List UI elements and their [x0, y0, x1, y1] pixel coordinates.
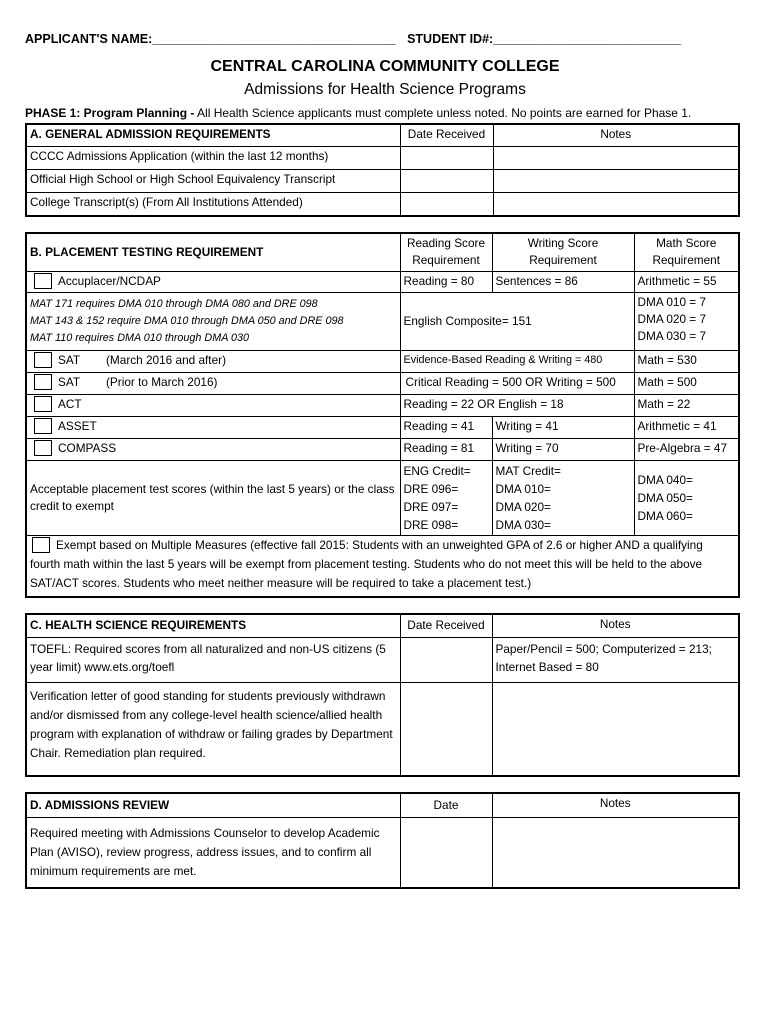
- math-score-header: Math Score Requirement: [634, 233, 739, 271]
- phase-description: [25, 106, 691, 120]
- act-label: ACT: [58, 396, 82, 411]
- notes-cell[interactable]: [493, 146, 739, 169]
- sat-new-row: [26, 350, 400, 372]
- dma-notes: [26, 292, 400, 350]
- english-composite: English Composite= 151: [400, 292, 634, 350]
- accuplacer-writing: Sentences = 86: [492, 271, 634, 292]
- page-title: CENTRAL CAROLINA COMMUNITY COLLEGE: [210, 58, 560, 75]
- toefl-notes: Paper/Pencil = 500; Computerized = 213; Internet Based = 80: [492, 637, 739, 682]
- student-id-field[interactable]: STUDENT ID#:___________________________: [407, 32, 681, 46]
- credit-exempt-text: Acceptable placement test scores (within the last 5 years) or the class credit to exempt: [26, 460, 400, 535]
- dma-credit: [634, 460, 739, 535]
- dma-math-item: DMA 010 = 7: [637, 294, 707, 309]
- compass-writing: Writing = 70: [492, 438, 634, 460]
- eng-credit: [400, 460, 492, 535]
- section-d-table: [25, 792, 740, 889]
- page-subtitle: Admissions for Health Science Programs: [244, 81, 526, 98]
- section-a-table: [25, 123, 740, 217]
- dma-note: MAT 143 & 152 require DMA 010 through DMA 050 and DRE 098: [30, 314, 344, 327]
- sat-old-date: (Prior to March 2016): [106, 374, 218, 389]
- dma-math-requirements: [634, 292, 739, 350]
- accuplacer-label: Accuplacer/NCDAP: [58, 273, 161, 288]
- asset-row: [26, 416, 400, 438]
- section-a-row-label: College Transcript(s) (From All Institutions Attended): [26, 192, 400, 216]
- notes-cell[interactable]: [492, 682, 739, 776]
- dma-note: MAT 171 requires DMA 010 through DMA 080 and DRE 098: [30, 297, 318, 310]
- sat-new-reading-writing: Evidence-Based Reading & Writing = 480: [400, 350, 634, 372]
- sat-old-label: SAT: [58, 374, 81, 389]
- sat-old-math: Math = 500: [634, 372, 739, 394]
- compass-math: Pre-Algebra = 47: [634, 438, 739, 460]
- mat-credit-item: DMA 010=: [495, 481, 551, 496]
- section-d-title: D. ADMISSIONS REVIEW: [26, 793, 400, 817]
- eng-credit-item: DRE 097=: [403, 499, 459, 514]
- date-cell[interactable]: [400, 817, 492, 888]
- toefl-text: TOEFL: Required scores from all naturalized and non-US citizens (5 year limit) www.ets.org/toefl: [26, 637, 400, 682]
- reading-score-header: Reading Score Requirement: [400, 233, 492, 271]
- date-received-cell[interactable]: [400, 169, 493, 192]
- section-c-title: C. HEALTH SCIENCE REQUIREMENTS: [26, 614, 400, 637]
- dma-credit-item: DMA 050=: [637, 490, 693, 505]
- writing-score-header: Writing Score Requirement: [492, 233, 634, 271]
- section-a-row-label: Official High School or High School Equivalency Transcript: [26, 169, 400, 192]
- sat-old-reading-writing: Critical Reading = 500 OR Writing = 500: [400, 372, 634, 394]
- sat-new-label: SAT: [58, 352, 81, 367]
- exempt-text: Exempt based on Multiple Measures (effective fall 2015: Students with an unweighted GPA of 2.6 or higher AND a qualifying fourth math within the last 5 years will be exempt from placement testing. Students who do not meet this will be held to the above SAT/ACT scores. Students who meet neither measure will be required to take a placement test.): [30, 537, 703, 590]
- mat-credit: [492, 460, 634, 535]
- phase-label: PHASE 1: Program Planning -: [25, 106, 195, 120]
- asset-label: ASSET: [58, 418, 97, 433]
- compass-row: [26, 438, 400, 460]
- asset-writing: Writing = 41: [492, 416, 634, 438]
- eng-credit-item: ENG Credit=: [403, 463, 471, 478]
- notes-cell[interactable]: [492, 817, 739, 888]
- accuplacer-checkbox[interactable]: [34, 273, 52, 289]
- date-received-cell[interactable]: [400, 146, 493, 169]
- eng-credit-item: DRE 096=: [403, 481, 459, 496]
- sat-old-row: [26, 372, 400, 394]
- section-a-notes-header: Notes: [493, 124, 739, 146]
- sat-new-math: Math = 530: [634, 350, 739, 372]
- compass-label: COMPASS: [58, 440, 117, 455]
- section-c-date-header: Date Received: [400, 614, 492, 637]
- exempt-row: [26, 535, 739, 597]
- sat-old-checkbox[interactable]: [34, 374, 52, 390]
- asset-reading: Reading = 41: [400, 416, 492, 438]
- applicant-name-field[interactable]: APPLICANT'S NAME:___________________________________: [25, 32, 396, 46]
- dma-note: MAT 110 requires DMA 010 through DMA 030: [30, 331, 250, 344]
- sat-new-date: (March 2016 and after): [106, 352, 226, 367]
- mat-credit-item: MAT Credit=: [495, 463, 561, 478]
- applicant-header: [25, 32, 681, 46]
- mat-credit-item: DMA 030=: [495, 517, 551, 532]
- act-checkbox[interactable]: [34, 396, 52, 412]
- date-received-cell[interactable]: [400, 192, 493, 216]
- eng-credit-item: DRE 098=: [403, 517, 459, 532]
- section-d-date-header: Date: [400, 793, 492, 817]
- asset-math: Arithmetic = 41: [634, 416, 739, 438]
- notes-cell[interactable]: [493, 192, 739, 216]
- section-c-table: [25, 613, 740, 777]
- section-b-table: [25, 232, 740, 598]
- section-a-date-header: Date Received: [400, 124, 493, 146]
- act-row: [26, 394, 400, 416]
- exempt-checkbox[interactable]: [32, 537, 50, 553]
- accuplacer-row: [26, 271, 400, 292]
- dma-math-item: DMA 020 = 7: [637, 311, 707, 326]
- dma-math-item: DMA 030 = 7: [637, 328, 707, 343]
- accuplacer-reading: Reading = 80: [400, 271, 492, 292]
- section-c-notes-header: Notes: [492, 614, 739, 637]
- asset-checkbox[interactable]: [34, 418, 52, 434]
- compass-checkbox[interactable]: [34, 440, 52, 456]
- notes-cell[interactable]: [493, 169, 739, 192]
- date-received-cell[interactable]: [400, 682, 492, 776]
- section-a-title: A. GENERAL ADMISSION REQUIREMENTS: [26, 124, 400, 146]
- dma-credit-item: DMA 060=: [637, 508, 693, 523]
- sat-new-checkbox[interactable]: [34, 352, 52, 368]
- mat-credit-item: DMA 020=: [495, 499, 551, 514]
- compass-reading: Reading = 81: [400, 438, 492, 460]
- date-received-cell[interactable]: [400, 637, 492, 682]
- admissions-review-text: Required meeting with Admissions Counselor to develop Academic Plan (AVISO), review progress, address issues, and to confirm all minimum requirements are met.: [26, 817, 400, 888]
- section-d-notes-header: Notes: [492, 793, 739, 817]
- verification-text: Verification letter of good standing for students previously withdrawn and/or dismissed from any college-level health science/allied health program with explanation of withdraw or failing grades by Department Chair. Remediation plan required.: [26, 682, 400, 776]
- section-b-title: B. PLACEMENT TESTING REQUIREMENT: [26, 233, 400, 271]
- act-math: Math = 22: [634, 394, 739, 416]
- phase-text: All Health Science applicants must complete unless noted. No points are earned for Phase 1.: [194, 106, 692, 120]
- dma-credit-item: DMA 040=: [637, 472, 693, 487]
- accuplacer-math: Arithmetic = 55: [634, 271, 739, 292]
- section-a-row-label: CCCC Admissions Application (within the last 12 months): [26, 146, 400, 169]
- act-reading-writing: Reading = 22 OR English = 18: [400, 394, 634, 416]
